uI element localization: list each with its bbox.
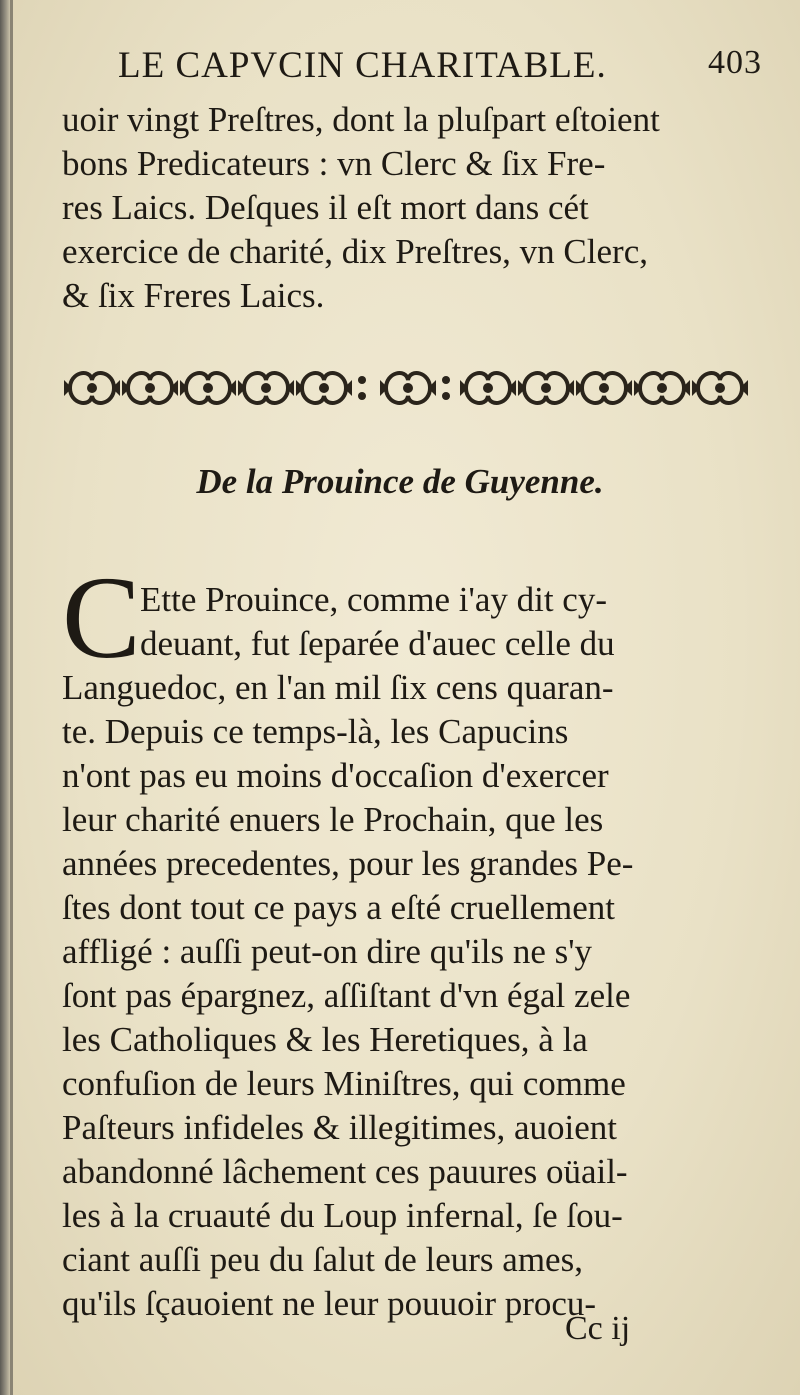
text-line: les Catholiques & les Heretiques, à la — [62, 1020, 588, 1059]
text-line: te. Depuis ce temps-là, les Capucins — [62, 712, 569, 751]
text-line: bons Predicateurs : vn Clerc & ſix Fre- — [62, 144, 606, 183]
text-line: Ette Prouince, comme i'ay dit cy- — [140, 580, 607, 619]
page-number: 403 — [708, 44, 762, 81]
text-line: leur charité enuers le Prochain, que les — [62, 800, 604, 839]
text-line: Languedoc, en l'an mil ſix cens quaran- — [62, 668, 614, 707]
text-line: confuſion de leurs Miniſtres, qui comme — [62, 1064, 626, 1103]
section-heading: De la Prouince de Guyenne. — [196, 462, 604, 501]
text-line: les à la cruauté du Loup infernal, ſe ſou- — [62, 1196, 623, 1235]
text-line: années precedentes, pour les grandes Pe- — [62, 844, 634, 883]
text-line: ciant auſſi peu du ſalut de leurs ames, — [62, 1240, 583, 1279]
running-title: LE CAPVCIN CHARITABLE. — [118, 45, 607, 86]
text-line: exercice de charité, dix Preſtres, vn Clerc, — [62, 232, 648, 271]
text-line: uoir vingt Preſtres, dont la pluſpart eſtoient — [62, 100, 660, 139]
text-line: abandonné lâchement ces pauures oüail- — [62, 1152, 628, 1191]
text-line: qu'ils ſçauoient ne leur pouuoir procu- — [62, 1284, 597, 1323]
text-line: res Laics. Deſques il eſt mort dans cét — [62, 188, 589, 227]
text-line: & ſix Freres Laics. — [62, 276, 325, 315]
book-spine-edge — [0, 0, 10, 1395]
signature-mark: Cc ij — [565, 1310, 631, 1347]
text-line: deuant, fut ſeparée d'auec celle du — [140, 624, 615, 663]
decorative-ornament-band — [62, 362, 760, 414]
text-line: affligé : auſſi peut-on dire qu'ils ne s'y — [62, 932, 593, 971]
drop-cap: C — [62, 552, 141, 683]
text-line: Paſteurs infideles & illegitimes, auoient — [62, 1108, 618, 1147]
running-header — [118, 44, 778, 94]
text-line: n'ont pas eu moins d'occaſion d'exercer — [62, 756, 609, 795]
text-line: ſont pas épargnez, aſſiſtant d'vn égal zele — [62, 976, 631, 1015]
text-line: ſtes dont tout ce pays a eſté cruellement — [62, 888, 615, 927]
